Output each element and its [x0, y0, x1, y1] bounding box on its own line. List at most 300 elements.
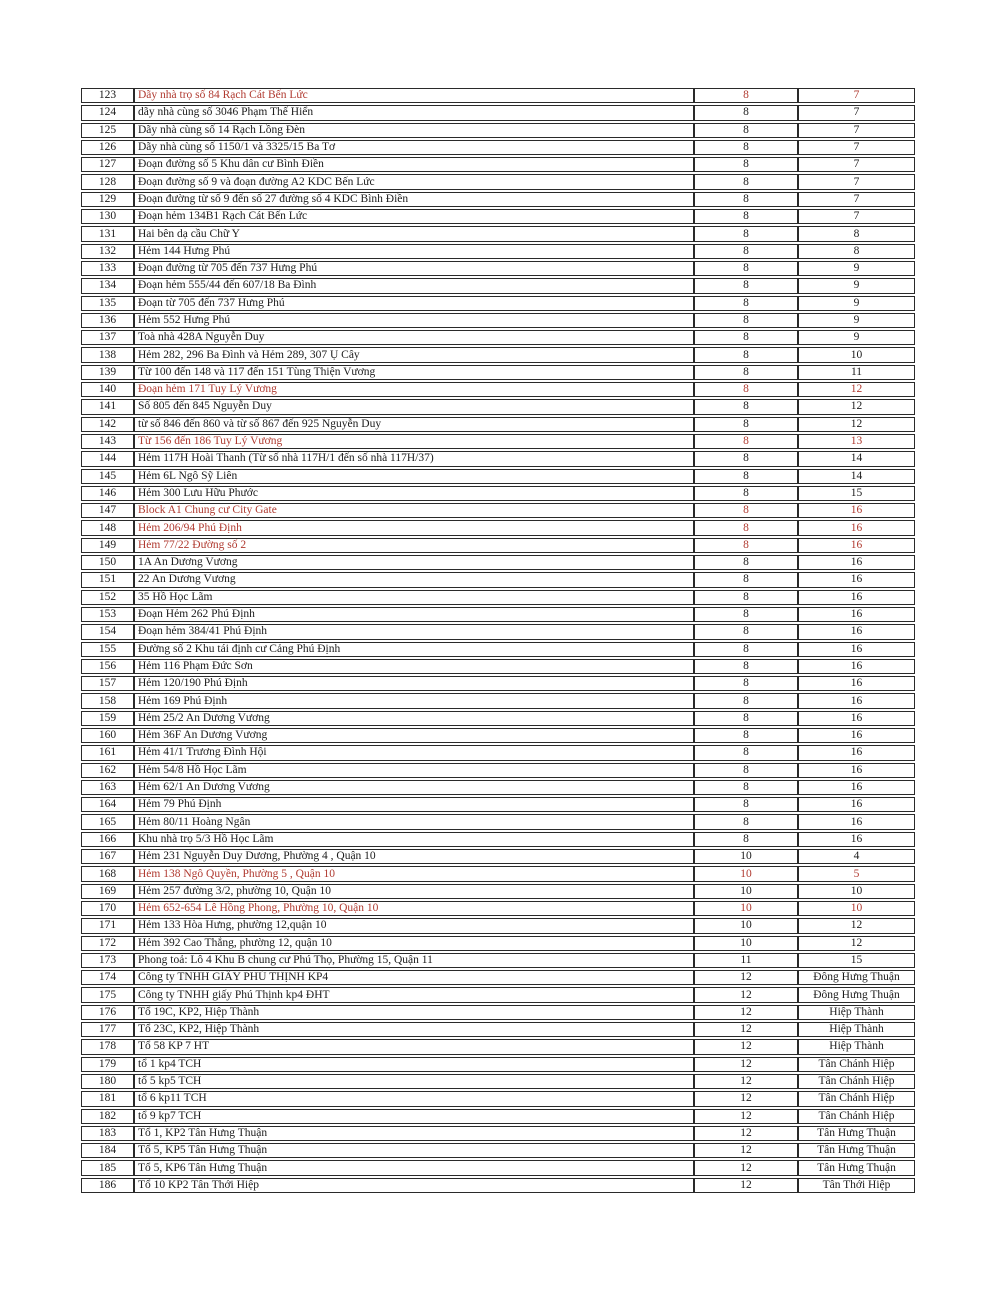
lockdown-areas-table	[81, 86, 915, 1195]
district-cell: 12	[694, 1143, 798, 1158]
table-row	[81, 261, 915, 276]
ward-cell: 8	[798, 244, 915, 259]
row-number-cell: 183	[81, 1126, 134, 1141]
location-cell: Hẻm 282, 296 Ba Đình và Hẻm 289, 307 Ụ Cây	[134, 347, 694, 362]
location-cell: 22 An Dương Vương	[134, 572, 694, 587]
ward-cell: Tân Chánh Hiệp	[798, 1109, 915, 1124]
location-cell: Công ty TNHH GIẤY PHÚ THỊNH KP4	[134, 970, 694, 985]
table-row	[81, 711, 915, 726]
location-cell: Đoạn hẻm 171 Tuy Lý Vương	[134, 382, 694, 397]
table-row	[81, 174, 915, 189]
ward-cell: Tân Chánh Hiệp	[798, 1091, 915, 1106]
location-cell: Hẻm 41/1 Trương Đình Hội	[134, 745, 694, 760]
district-cell: 8	[694, 382, 798, 397]
ward-cell: 12	[798, 417, 915, 432]
table-row	[81, 226, 915, 241]
location-cell: Đoạn từ 705 đến 737 Hưng Phú	[134, 296, 694, 311]
location-cell: tổ 5 kp5 TCH	[134, 1074, 694, 1089]
table-row	[81, 814, 915, 829]
ward-cell: 12	[798, 382, 915, 397]
location-cell: Hẻm 257 đường 3/2, phường 10, Quận 10	[134, 884, 694, 899]
table-row	[81, 728, 915, 743]
table-row	[81, 780, 915, 795]
location-cell: Tổ 19C, KP2, Hiệp Thành	[134, 1005, 694, 1020]
row-number-cell: 152	[81, 590, 134, 605]
lockdown-areas-table-body	[81, 88, 915, 1193]
ward-cell: 15	[798, 953, 915, 968]
ward-cell: 11	[798, 365, 915, 380]
ward-cell: 16	[798, 607, 915, 622]
ward-cell: 16	[798, 832, 915, 847]
district-cell: 8	[694, 157, 798, 172]
location-cell: Công ty TNHH giấy Phú Thịnh kp4 ĐHT	[134, 987, 694, 1002]
row-number-cell: 160	[81, 728, 134, 743]
row-number-cell: 184	[81, 1143, 134, 1158]
location-cell: Dãy nhà cùng số 14 Rạch Lồng Đèn	[134, 123, 694, 138]
row-number-cell: 136	[81, 313, 134, 328]
location-cell: Hẻm 169 Phú Định	[134, 693, 694, 708]
location-cell: Hẻm 133 Hòa Hưng, phường 12,quận 10	[134, 918, 694, 933]
district-cell: 8	[694, 244, 798, 259]
table-row	[81, 953, 915, 968]
district-cell: 10	[694, 849, 798, 864]
table-row	[81, 365, 915, 380]
ward-cell: Tân Hưng Thuận	[798, 1160, 915, 1175]
location-cell: Từ 156 đến 186 Tuy Lý Vương	[134, 434, 694, 449]
table-row	[81, 918, 915, 933]
table-row	[81, 1074, 915, 1089]
table-row	[81, 590, 915, 605]
district-cell: 8	[694, 192, 798, 207]
location-cell: Block A1 Chung cư City Gate	[134, 503, 694, 518]
location-cell: Hẻm 80/11 Hoàng Ngân	[134, 814, 694, 829]
row-number-cell: 141	[81, 399, 134, 414]
district-cell: 12	[694, 1126, 798, 1141]
table-row	[81, 1005, 915, 1020]
location-cell: Hẻm 36F An Dương Vương	[134, 728, 694, 743]
location-cell: 1A An Dương Vương	[134, 555, 694, 570]
row-number-cell: 161	[81, 745, 134, 760]
district-cell: 8	[694, 607, 798, 622]
table-row	[81, 123, 915, 138]
ward-cell: 12	[798, 399, 915, 414]
table-row	[81, 434, 915, 449]
location-cell: Hẻm 6L Ngô Sỹ Liên	[134, 469, 694, 484]
table-row	[81, 607, 915, 622]
ward-cell: 13	[798, 434, 915, 449]
location-cell: Đoạn đường từ số 9 đến số 27 đường số 4 KDC Bình Điền	[134, 192, 694, 207]
ward-cell: 7	[798, 140, 915, 155]
row-number-cell: 178	[81, 1039, 134, 1054]
row-number-cell: 163	[81, 780, 134, 795]
location-cell: Đoạn hẻm 134B1 Rạch Cát Bến Lức	[134, 209, 694, 224]
district-cell: 12	[694, 1074, 798, 1089]
table-row	[81, 105, 915, 120]
row-number-cell: 150	[81, 555, 134, 570]
location-cell: Hẻm 117H Hoài Thanh (Từ số nhà 117H/1 đến số nhà 117H/37)	[134, 451, 694, 466]
ward-cell: 9	[798, 330, 915, 345]
table-row	[81, 538, 915, 553]
table-row	[81, 157, 915, 172]
ward-cell: 16	[798, 814, 915, 829]
district-cell: 8	[694, 797, 798, 812]
row-number-cell: 176	[81, 1005, 134, 1020]
row-number-cell: 146	[81, 486, 134, 501]
row-number-cell: 123	[81, 88, 134, 103]
district-cell: 8	[694, 832, 798, 847]
table-row	[81, 330, 915, 345]
table-row	[81, 849, 915, 864]
location-cell: Đoạn Hẻm 262 Phú Định	[134, 607, 694, 622]
table-row	[81, 745, 915, 760]
location-cell: Khu nhà trọ 5/3 Hồ Học Lãm	[134, 832, 694, 847]
table-row	[81, 901, 915, 916]
ward-cell: Tân Chánh Hiệp	[798, 1074, 915, 1089]
table-row	[81, 936, 915, 951]
row-number-cell: 148	[81, 520, 134, 535]
table-row	[81, 987, 915, 1002]
district-cell: 8	[694, 174, 798, 189]
table-row	[81, 1057, 915, 1072]
district-cell: 10	[694, 884, 798, 899]
row-number-cell: 173	[81, 953, 134, 968]
district-cell: 8	[694, 330, 798, 345]
ward-cell: 10	[798, 884, 915, 899]
district-cell: 8	[694, 728, 798, 743]
ward-cell: 16	[798, 797, 915, 812]
ward-cell: 14	[798, 451, 915, 466]
table-row	[81, 451, 915, 466]
table-row	[81, 382, 915, 397]
row-number-cell: 143	[81, 434, 134, 449]
district-cell: 12	[694, 970, 798, 985]
location-cell: từ số 846 đến 860 và từ số 867 đến 925 Nguyễn Duy	[134, 417, 694, 432]
district-cell: 8	[694, 399, 798, 414]
district-cell: 8	[694, 278, 798, 293]
ward-cell: 10	[798, 901, 915, 916]
table-row	[81, 866, 915, 881]
ward-cell: 16	[798, 763, 915, 778]
district-cell: 8	[694, 745, 798, 760]
ward-cell: 16	[798, 780, 915, 795]
district-cell: 8	[694, 711, 798, 726]
district-cell: 8	[694, 123, 798, 138]
row-number-cell: 144	[81, 451, 134, 466]
table-row	[81, 1160, 915, 1175]
row-number-cell: 131	[81, 226, 134, 241]
district-cell: 8	[694, 590, 798, 605]
location-cell: Tổ 10 KP2 Tân Thới Hiệp	[134, 1178, 694, 1193]
location-cell: Hai bên dạ cầu Chữ Y	[134, 226, 694, 241]
location-cell: Tổ 23C, KP2, Hiệp Thành	[134, 1022, 694, 1037]
table-row	[81, 572, 915, 587]
location-cell: Đường số 2 Khu tái định cư Cảng Phú Định	[134, 642, 694, 657]
row-number-cell: 135	[81, 296, 134, 311]
ward-cell: 7	[798, 209, 915, 224]
location-cell: Hẻm 206/94 Phú Định	[134, 520, 694, 535]
location-cell: Hẻm 120/190 Phú Định	[134, 676, 694, 691]
row-number-cell: 126	[81, 140, 134, 155]
location-cell: Hẻm 552 Hưng Phú	[134, 313, 694, 328]
ward-cell: 12	[798, 936, 915, 951]
ward-cell: Hiệp Thành	[798, 1039, 915, 1054]
row-number-cell: 162	[81, 763, 134, 778]
ward-cell: 15	[798, 486, 915, 501]
district-cell: 8	[694, 520, 798, 535]
district-cell: 8	[694, 88, 798, 103]
row-number-cell: 155	[81, 642, 134, 657]
district-cell: 8	[694, 417, 798, 432]
row-number-cell: 147	[81, 503, 134, 518]
location-cell: Hẻm 77/22 Đường số 2	[134, 538, 694, 553]
ward-cell: 7	[798, 105, 915, 120]
table-row	[81, 520, 915, 535]
table-row	[81, 659, 915, 674]
row-number-cell: 164	[81, 797, 134, 812]
ward-cell: 12	[798, 918, 915, 933]
district-cell: 8	[694, 503, 798, 518]
location-cell: Đoạn đường số 9 và đoạn đường A2 KDC Bến Lức	[134, 174, 694, 189]
ward-cell: Tân Hưng Thuận	[798, 1126, 915, 1141]
location-cell: Từ 100 đến 148 và 117 đến 151 Tùng Thiện Vương	[134, 365, 694, 380]
district-cell: 12	[694, 1160, 798, 1175]
row-number-cell: 167	[81, 849, 134, 864]
row-number-cell: 180	[81, 1074, 134, 1089]
district-cell: 8	[694, 296, 798, 311]
table-row	[81, 970, 915, 985]
table-row	[81, 313, 915, 328]
table-row	[81, 1143, 915, 1158]
row-number-cell: 149	[81, 538, 134, 553]
location-cell: Hẻm 25/2 An Dương Vương	[134, 711, 694, 726]
location-cell: Đoạn đường số 5 Khu dân cư Bình Điền	[134, 157, 694, 172]
location-cell: Toà nhà 428A Nguyễn Duy	[134, 330, 694, 345]
ward-cell: Tân Chánh Hiệp	[798, 1057, 915, 1072]
row-number-cell: 134	[81, 278, 134, 293]
location-cell: Hẻm 62/1 An Dương Vương	[134, 780, 694, 795]
table-row	[81, 278, 915, 293]
location-cell: Tổ 5, KP6 Tân Hưng Thuận	[134, 1160, 694, 1175]
ward-cell: Tân Thới Hiệp	[798, 1178, 915, 1193]
ward-cell: 16	[798, 555, 915, 570]
district-cell: 10	[694, 918, 798, 933]
district-cell: 8	[694, 209, 798, 224]
district-cell: 8	[694, 226, 798, 241]
location-cell: 35 Hồ Học Lãm	[134, 590, 694, 605]
table-row	[81, 884, 915, 899]
district-cell: 8	[694, 261, 798, 276]
row-number-cell: 174	[81, 970, 134, 985]
location-cell: Dãy nhà cùng số 1150/1 và 3325/15 Ba Tơ	[134, 140, 694, 155]
table-row	[81, 832, 915, 847]
ward-cell: 16	[798, 590, 915, 605]
row-number-cell: 154	[81, 624, 134, 639]
table-row	[81, 1039, 915, 1054]
ward-cell: 16	[798, 745, 915, 760]
location-cell: Hẻm 79 Phú Định	[134, 797, 694, 812]
row-number-cell: 157	[81, 676, 134, 691]
row-number-cell: 166	[81, 832, 134, 847]
ward-cell: 16	[798, 693, 915, 708]
district-cell: 10	[694, 866, 798, 881]
location-cell: Dãy nhà trọ số 84 Rạch Cát Bến Lức	[134, 88, 694, 103]
location-cell: dãy nhà cùng số 3046 Phạm Thế Hiển	[134, 105, 694, 120]
ward-cell: 16	[798, 520, 915, 535]
district-cell: 8	[694, 140, 798, 155]
district-cell: 12	[694, 1039, 798, 1054]
district-cell: 8	[694, 538, 798, 553]
ward-cell: Tân Hưng Thuận	[798, 1143, 915, 1158]
row-number-cell: 156	[81, 659, 134, 674]
row-number-cell: 142	[81, 417, 134, 432]
ward-cell: Đông Hưng Thuận	[798, 970, 915, 985]
table-row	[81, 347, 915, 362]
district-cell: 8	[694, 693, 798, 708]
district-cell: 12	[694, 987, 798, 1002]
location-cell: Tổ 1, KP2 Tân Hưng Thuận	[134, 1126, 694, 1141]
district-cell: 8	[694, 313, 798, 328]
district-cell: 8	[694, 347, 798, 362]
location-cell: Đoạn hẻm 384/41 Phú Định	[134, 624, 694, 639]
location-cell: Phong toả: Lô 4 Khu B chung cư Phú Thọ, Phường 15, Quận 11	[134, 953, 694, 968]
row-number-cell: 128	[81, 174, 134, 189]
ward-cell: 9	[798, 296, 915, 311]
district-cell: 8	[694, 105, 798, 120]
ward-cell: Hiệp Thành	[798, 1022, 915, 1037]
table-row	[81, 1126, 915, 1141]
district-cell: 8	[694, 451, 798, 466]
row-number-cell: 153	[81, 607, 134, 622]
location-cell: Hẻm 144 Hưng Phú	[134, 244, 694, 259]
ward-cell: 4	[798, 849, 915, 864]
district-cell: 8	[694, 659, 798, 674]
district-cell: 8	[694, 780, 798, 795]
row-number-cell: 168	[81, 866, 134, 881]
ward-cell: Đông Hưng Thuận	[798, 987, 915, 1002]
location-cell: Hẻm 116 Phạm Đức Sơn	[134, 659, 694, 674]
row-number-cell: 124	[81, 105, 134, 120]
table-row	[81, 417, 915, 432]
row-number-cell: 171	[81, 918, 134, 933]
location-cell: Hẻm 652-654 Lê Hồng Phong, Phường 10, Quận 10	[134, 901, 694, 916]
table-row	[81, 503, 915, 518]
ward-cell: 16	[798, 711, 915, 726]
location-cell: tổ 1 kp4 TCH	[134, 1057, 694, 1072]
district-cell: 8	[694, 642, 798, 657]
row-number-cell: 159	[81, 711, 134, 726]
table-row	[81, 1109, 915, 1124]
location-cell: Hẻm 138 Ngô Quyền, Phường 5 , Quận 10	[134, 866, 694, 881]
ward-cell: 7	[798, 123, 915, 138]
location-cell: Hẻm 54/8 Hồ Học Lãm	[134, 763, 694, 778]
district-cell: 8	[694, 814, 798, 829]
row-number-cell: 145	[81, 469, 134, 484]
district-cell: 11	[694, 953, 798, 968]
table-row	[81, 209, 915, 224]
table-row	[81, 469, 915, 484]
district-cell: 12	[694, 1022, 798, 1037]
ward-cell: 9	[798, 313, 915, 328]
ward-cell: 9	[798, 278, 915, 293]
row-number-cell: 130	[81, 209, 134, 224]
table-row	[81, 244, 915, 259]
district-cell: 12	[694, 1091, 798, 1106]
table-row	[81, 1178, 915, 1193]
ward-cell: 16	[798, 572, 915, 587]
row-number-cell: 129	[81, 192, 134, 207]
row-number-cell: 139	[81, 365, 134, 380]
district-cell: 10	[694, 936, 798, 951]
district-cell: 8	[694, 365, 798, 380]
district-cell: 8	[694, 486, 798, 501]
lockdown-areas-table-container	[81, 86, 907, 1195]
location-cell: Tổ 58 KP 7 HT	[134, 1039, 694, 1054]
table-row	[81, 676, 915, 691]
ward-cell: 10	[798, 347, 915, 362]
district-cell: 8	[694, 434, 798, 449]
district-cell: 8	[694, 572, 798, 587]
ward-cell: Hiệp Thành	[798, 1005, 915, 1020]
ward-cell: 7	[798, 157, 915, 172]
row-number-cell: 137	[81, 330, 134, 345]
location-cell: Số 805 đến 845 Nguyễn Duy	[134, 399, 694, 414]
row-number-cell: 186	[81, 1178, 134, 1193]
ward-cell: 16	[798, 676, 915, 691]
ward-cell: 7	[798, 192, 915, 207]
location-cell: Hẻm 300 Lưu Hữu Phước	[134, 486, 694, 501]
table-row	[81, 192, 915, 207]
district-cell: 8	[694, 469, 798, 484]
row-number-cell: 185	[81, 1160, 134, 1175]
table-row	[81, 693, 915, 708]
district-cell: 8	[694, 555, 798, 570]
table-row	[81, 486, 915, 501]
ward-cell: 16	[798, 503, 915, 518]
ward-cell: 14	[798, 469, 915, 484]
location-cell: Tổ 5, KP5 Tân Hưng Thuận	[134, 1143, 694, 1158]
row-number-cell: 132	[81, 244, 134, 259]
row-number-cell: 127	[81, 157, 134, 172]
ward-cell: 16	[798, 624, 915, 639]
table-row	[81, 763, 915, 778]
ward-cell: 8	[798, 226, 915, 241]
ward-cell: 7	[798, 174, 915, 189]
row-number-cell: 172	[81, 936, 134, 951]
table-row	[81, 1091, 915, 1106]
row-number-cell: 138	[81, 347, 134, 362]
table-row	[81, 624, 915, 639]
district-cell: 8	[694, 624, 798, 639]
location-cell: tổ 9 kp7 TCH	[134, 1109, 694, 1124]
location-cell: Đoạn hẻm 555/44 đến 607/18 Ba Đình	[134, 278, 694, 293]
table-row	[81, 642, 915, 657]
row-number-cell: 151	[81, 572, 134, 587]
district-cell: 8	[694, 763, 798, 778]
district-cell: 12	[694, 1057, 798, 1072]
row-number-cell: 133	[81, 261, 134, 276]
row-number-cell: 182	[81, 1109, 134, 1124]
location-cell: Đoạn đường từ 705 đến 737 Hưng Phú	[134, 261, 694, 276]
district-cell: 10	[694, 901, 798, 916]
table-row	[81, 399, 915, 414]
ward-cell: 16	[798, 538, 915, 553]
row-number-cell: 170	[81, 901, 134, 916]
row-number-cell: 169	[81, 884, 134, 899]
row-number-cell: 140	[81, 382, 134, 397]
row-number-cell: 165	[81, 814, 134, 829]
district-cell: 12	[694, 1178, 798, 1193]
row-number-cell: 181	[81, 1091, 134, 1106]
